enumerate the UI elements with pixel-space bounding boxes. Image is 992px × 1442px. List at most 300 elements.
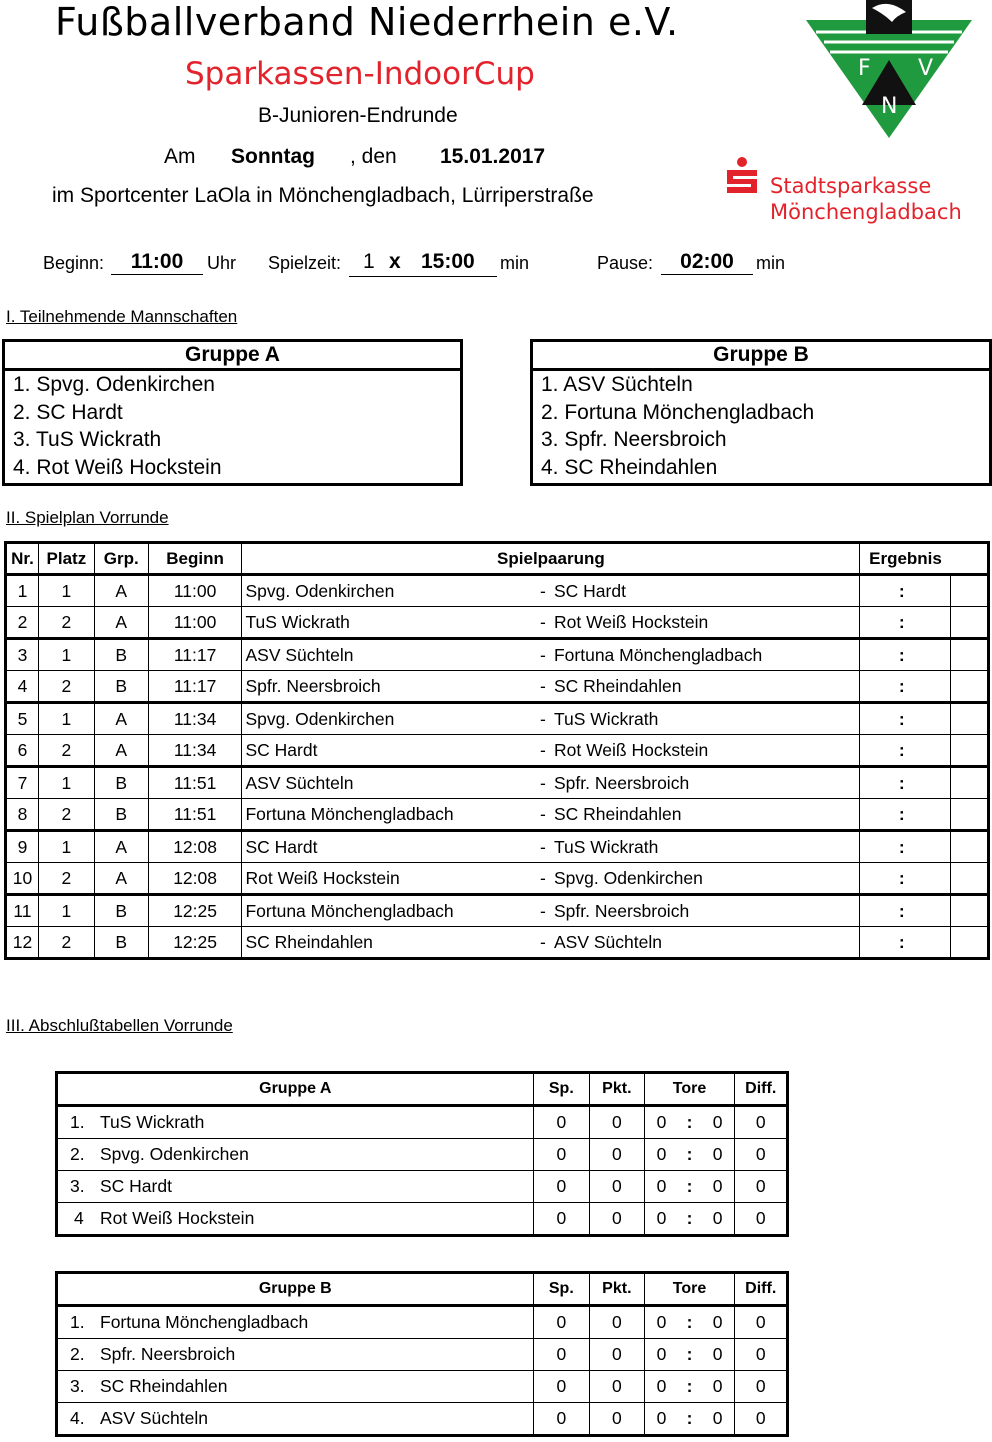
group-a-team: 3. TuS Wickrath [13,428,162,451]
result-away [905,831,951,863]
standings-diff: 0 [735,1306,788,1339]
schedule-row [6,575,989,607]
group-a-box [2,339,463,486]
fvn-logo [806,0,972,140]
match-dash: - [539,580,546,601]
col-beginn: Beginn [148,543,242,575]
standings-team-cell [57,1306,534,1339]
group-b-team: 2. Fortuna Mönchengladbach [541,400,815,424]
standings-b-col-tore: Tore [644,1273,735,1306]
pause-unit: min [756,253,786,273]
match-time: 12:25 [148,895,242,927]
match-away: Fortuna Mönchengladbach [553,644,763,665]
result-away [905,863,951,895]
match-dash: - [539,931,546,952]
cup-title: Sparkassen-IndoorCup [185,56,535,92]
standings-goals-for: 0 [644,1339,678,1371]
standings-team: Rot Weiß Hockstein [100,1208,255,1228]
match-nr: 12 [6,927,39,959]
standings-team: SC Rheindahlen [100,1376,228,1396]
standings-diff: 0 [735,1106,788,1139]
match-nr: 11 [6,895,39,927]
result-colon: : [898,644,905,665]
standings-diff: 0 [735,1371,788,1403]
match-nr: 6 [6,735,39,767]
standings-goals-for: 0 [644,1106,678,1139]
match-nr: 4 [6,671,39,703]
match-time: 12:25 [148,927,242,959]
match-group: A [94,735,148,767]
standings-goals-against: 0 [701,1339,735,1371]
match-dash: - [539,611,546,632]
match-away-cell [537,607,860,639]
play-count: 1 [363,250,375,273]
standings-b-col-pkt: Pkt. [590,1273,645,1306]
match-dash: - [539,836,546,857]
standings-position: 4 [74,1208,84,1228]
group-b-team: 3. Spfr. Neersbroich [541,428,727,451]
standings-row [57,1203,788,1236]
result-home [860,863,905,895]
standings-position: 3. [70,1176,85,1196]
section-teams-title: I. Teilnehmende Mannschaften [6,307,238,326]
standings-goals-colon: : [678,1371,700,1403]
schedule-row [6,607,989,639]
result-extra [951,831,989,863]
standings-pkt: 0 [590,1106,645,1139]
match-time: 11:51 [148,767,242,799]
standings-sp: 0 [533,1403,590,1436]
result-extra [951,703,989,735]
match-nr: 2 [6,607,39,639]
result-home [860,767,905,799]
schedule-table [4,541,990,960]
match-platz: 2 [38,735,94,767]
match-dash: - [539,675,546,696]
standings-sp: 0 [533,1306,590,1339]
standings-team: ASV Süchteln [100,1408,208,1428]
standings-diff: 0 [735,1203,788,1236]
result-colon: : [898,772,905,793]
result-away [905,575,951,607]
result-away [905,927,951,959]
result-home [860,895,905,927]
standings-a-col-sp: Sp. [533,1073,590,1106]
standings-team-cell [57,1403,534,1436]
standings-goals-for: 0 [644,1306,678,1339]
standings-pkt: 0 [590,1171,645,1203]
match-time: 12:08 [148,863,242,895]
match-nr: 9 [6,831,39,863]
standings-goals-for: 0 [644,1403,678,1436]
match-away: TuS Wickrath [553,836,659,857]
standings-sp: 0 [533,1371,590,1403]
standings-position: 4. [70,1408,85,1428]
col-ergebnis: Ergebnis [860,543,951,575]
match-group: B [94,895,148,927]
standings-table-b [55,1271,789,1437]
play-field [349,250,497,277]
standings-pkt: 0 [590,1371,645,1403]
standings-team-cell [57,1203,534,1236]
result-away [905,607,951,639]
match-home: SC Hardt [242,831,537,863]
match-platz: 2 [38,927,94,959]
match-away: Rot Weiß Hockstein [553,611,709,632]
standings-pkt: 0 [590,1203,645,1236]
result-away [905,703,951,735]
standings-goals-for: 0 [644,1203,678,1236]
standings-sp: 0 [533,1106,590,1139]
round-title: B-Junioren-Endrunde [258,104,458,127]
match-dash: - [539,772,546,793]
standings-team: SC Hardt [100,1176,172,1196]
col-nr: Nr. [6,543,39,575]
schedule-row [6,895,989,927]
begin-value: 11:00 [111,250,203,275]
standings-pkt: 0 [590,1339,645,1371]
match-away: SC Rheindahlen [553,675,682,696]
standings-row [57,1139,788,1171]
standings-b-col-diff: Diff. [735,1273,788,1306]
standings-a-col-pkt: Pkt. [590,1073,645,1106]
standings-team-cell [57,1139,534,1171]
match-group: A [94,703,148,735]
standings-pkt: 0 [590,1403,645,1436]
schedule-row [6,735,989,767]
match-nr: 10 [6,863,39,895]
standings-goals-colon: : [678,1306,700,1339]
standings-diff: 0 [735,1139,788,1171]
match-platz: 1 [38,639,94,671]
match-platz: 2 [38,671,94,703]
logo-letter-n: N [881,94,898,119]
match-home: Spvg. Odenkirchen [242,575,537,607]
standings-sp: 0 [533,1139,590,1171]
match-group: A [94,607,148,639]
result-colon: : [898,803,905,824]
match-away: SC Rheindahlen [553,803,682,824]
standings-team-cell [57,1171,534,1203]
result-home [860,831,905,863]
result-colon: : [898,867,905,888]
match-nr: 8 [6,799,39,831]
match-dash: - [539,708,546,729]
sponsor-line1: Stadtsparkasse [770,174,932,198]
standings-b-header-row [57,1273,788,1306]
standings-sp: 0 [533,1339,590,1371]
match-time: 11:17 [148,671,242,703]
result-colon: : [898,708,905,729]
match-away: Spvg. Odenkirchen [553,867,703,888]
result-home [860,703,905,735]
standings-pkt: 0 [590,1306,645,1339]
col-spielpaarung: Spielpaarung [242,543,860,575]
match-dash: - [539,644,546,665]
match-time: 11:34 [148,735,242,767]
result-extra [951,735,989,767]
match-nr: 5 [6,703,39,735]
col-platz: Platz [38,543,94,575]
schedule-row [6,831,989,863]
match-away-cell [537,639,860,671]
result-home [860,799,905,831]
result-home [860,671,905,703]
match-away-cell [537,767,860,799]
result-away [905,735,951,767]
match-platz: 2 [38,607,94,639]
schedule-row [6,799,989,831]
match-dash: - [539,900,546,921]
play-label: Spielzeit: [268,253,342,273]
group-a-team: 4. Rot Weiß Hockstein [13,455,222,479]
match-group: B [94,767,148,799]
section-tables-title: III. Abschlußtabellen Vorrunde [6,1016,233,1035]
match-platz: 1 [38,831,94,863]
match-home: ASV Süchteln [242,767,537,799]
group-b-team: 1. ASV Süchteln [541,373,693,396]
match-nr: 3 [6,639,39,671]
result-extra [951,799,989,831]
match-group: A [94,863,148,895]
standings-row [57,1106,788,1139]
result-away [905,639,951,671]
standings-goals-for: 0 [644,1371,678,1403]
pause-label: Pause: [597,253,654,273]
result-extra [951,927,989,959]
schedule-row [6,671,989,703]
match-home: SC Rheindahlen [242,927,537,959]
match-away-cell [537,575,860,607]
play-value: 15:00 [421,250,475,273]
standings-goals-against: 0 [701,1203,735,1236]
result-home [860,639,905,671]
standings-diff: 0 [735,1403,788,1436]
result-away [905,799,951,831]
match-home: SC Hardt [242,735,537,767]
match-away: Spfr. Neersbroich [553,900,690,921]
match-away-cell [537,735,860,767]
schedule-row [6,703,989,735]
group-b-title: Gruppe B [533,342,989,371]
standings-diff: 0 [735,1171,788,1203]
standings-goals-colon: : [678,1139,700,1171]
result-away [905,671,951,703]
standings-team-cell [57,1339,534,1371]
match-home: Spvg. Odenkirchen [242,703,537,735]
match-platz: 1 [38,575,94,607]
standings-goals-against: 0 [701,1403,735,1436]
match-dash: - [539,739,546,760]
match-nr: 1 [6,575,39,607]
standings-row [57,1403,788,1436]
match-away: Rot Weiß Hockstein [553,739,709,760]
standings-goals-colon: : [678,1403,700,1436]
date-value: 15.01.2017 [440,145,546,168]
match-dash: - [539,867,546,888]
begin-unit: Uhr [207,253,237,273]
group-b-box [530,339,992,486]
result-extra [951,863,989,895]
standings-goals-colon: : [678,1171,700,1203]
match-platz: 1 [38,895,94,927]
col-grp: Grp. [94,543,148,575]
standings-row [57,1171,788,1203]
match-time: 12:08 [148,831,242,863]
result-colon: : [898,931,905,952]
match-time: 11:00 [148,575,242,607]
match-time: 11:00 [148,607,242,639]
result-colon: : [898,836,905,857]
standings-b-col-sp: Sp. [533,1273,590,1306]
match-group: B [94,671,148,703]
schedule-row [6,639,989,671]
standings-a-col-group: Gruppe A [57,1073,534,1106]
standings-position: 3. [70,1376,85,1396]
match-platz: 2 [38,863,94,895]
match-platz: 2 [38,799,94,831]
sponsor-line2: Mönchengladbach [770,200,962,224]
standings-goals-colon: : [678,1339,700,1371]
match-time: 11:34 [148,703,242,735]
standings-team: Fortuna Mönchengladbach [100,1312,309,1332]
standings-goals-for: 0 [644,1139,678,1171]
result-extra [951,895,989,927]
match-time: 11:51 [148,799,242,831]
begin-label: Beginn: [43,253,105,273]
standings-sp: 0 [533,1171,590,1203]
match-home: Fortuna Mönchengladbach [242,799,537,831]
result-away [905,767,951,799]
match-group: B [94,639,148,671]
standings-row [57,1371,788,1403]
standings-row [57,1339,788,1371]
match-away-cell [537,799,860,831]
date-weekday: Sonntag [231,145,315,168]
standings-sp: 0 [533,1203,590,1236]
result-colon: : [898,580,905,601]
match-group: B [94,927,148,959]
standings-position: 1. [70,1312,85,1332]
standings-goals-against: 0 [701,1106,735,1139]
result-extra [951,671,989,703]
result-away [905,895,951,927]
match-time: 11:17 [148,639,242,671]
match-home: TuS Wickrath [242,607,537,639]
play-unit: min [500,253,530,273]
match-group: B [94,799,148,831]
play-x: x [389,250,401,273]
match-away-cell [537,831,860,863]
venue-line: im Sportcenter LaOla in Mönchengladbach, Lürriperstraße [52,184,594,207]
standings-team: TuS Wickrath [100,1112,205,1132]
standings-diff: 0 [735,1339,788,1371]
result-extra [951,575,989,607]
match-away-cell [537,671,860,703]
standings-pkt: 0 [590,1139,645,1171]
result-home [860,735,905,767]
standings-goals-colon: : [678,1106,700,1139]
match-away: Spfr. Neersbroich [553,772,690,793]
result-extra [951,639,989,671]
logo-letter-f: F [858,56,871,81]
date-am: Am [164,145,196,168]
match-group: A [94,575,148,607]
match-home: ASV Süchteln [242,639,537,671]
standings-position: 2. [70,1144,85,1164]
group-a-title: Gruppe A [5,342,460,371]
standings-goals-colon: : [678,1203,700,1236]
standings-team-cell [57,1371,534,1403]
schedule-row [6,863,989,895]
match-away-cell [537,927,860,959]
sparkasse-icon [724,156,760,196]
result-home [860,927,905,959]
match-nr: 7 [6,767,39,799]
sponsor-name [770,173,962,225]
standings-table-a [55,1071,789,1237]
result-home [860,607,905,639]
section-schedule-title: II. Spielplan Vorrunde [6,508,169,527]
match-away: TuS Wickrath [553,708,659,729]
result-colon: : [898,675,905,696]
standings-goals-against: 0 [701,1171,735,1203]
standings-team: Spvg. Odenkirchen [100,1144,249,1164]
match-away-cell [537,863,860,895]
standings-a-header-row [57,1073,788,1106]
result-colon: : [898,611,905,632]
match-home: Spfr. Neersbroich [242,671,537,703]
match-away: SC Hardt [553,580,626,601]
result-extra [951,607,989,639]
group-b-team: 4. SC Rheindahlen [541,455,718,479]
standings-goals-against: 0 [701,1371,735,1403]
group-a-team: 1. Spvg. Odenkirchen [13,373,215,396]
date-den: , den [350,145,397,168]
schedule-row [6,927,989,959]
col-ergebnis-extra [951,543,989,575]
match-away: ASV Süchteln [553,931,662,952]
result-colon: : [898,900,905,921]
result-extra [951,767,989,799]
standings-team: Spfr. Neersbroich [100,1344,236,1364]
standings-goals-for: 0 [644,1171,678,1203]
standings-a-col-diff: Diff. [735,1073,788,1106]
schedule-header-row [6,543,989,575]
page-title: Fußballverband Niederrhein e.V. [55,0,679,44]
standings-goals-against: 0 [701,1139,735,1171]
match-platz: 1 [38,767,94,799]
standings-a-col-tore: Tore [644,1073,735,1106]
match-home: Fortuna Mönchengladbach [242,895,537,927]
pause-value: 02:00 [661,250,753,275]
result-home [860,575,905,607]
schedule-row [6,767,989,799]
standings-b-col-group: Gruppe B [57,1273,534,1306]
standings-team-cell [57,1106,534,1139]
group-a-team: 2. SC Hardt [13,400,123,424]
standings-position: 2. [70,1344,85,1364]
logo-letter-v: V [918,56,934,81]
standings-row [57,1306,788,1339]
result-colon: : [898,739,905,760]
standings-goals-against: 0 [701,1306,735,1339]
match-home: Rot Weiß Hockstein [242,863,537,895]
match-dash: - [539,803,546,824]
match-away-cell [537,703,860,735]
match-group: A [94,831,148,863]
standings-position: 1. [70,1112,85,1132]
